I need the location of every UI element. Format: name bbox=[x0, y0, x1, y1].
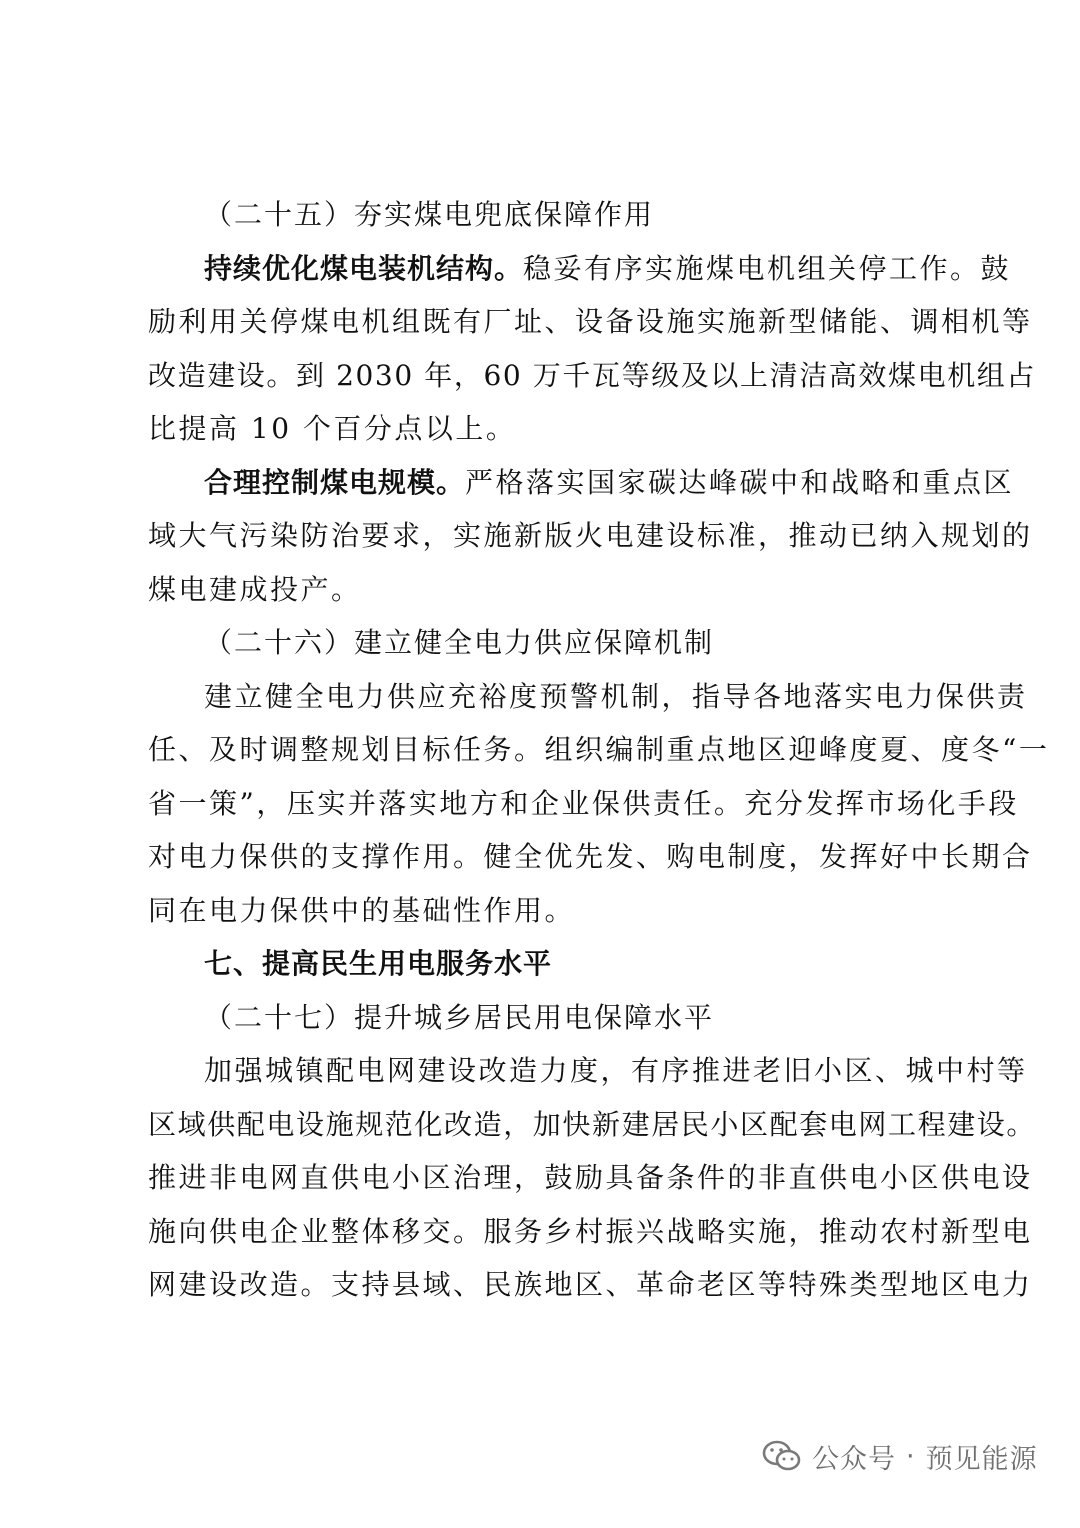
section-27-para-1-line-5: 网建设改造。支持县域、民族地区、革命老区等特殊类型地区电力 bbox=[148, 1268, 1033, 1301]
para-lead-control-scale: 合理控制煤电规模。 bbox=[204, 465, 466, 499]
section-26-para-1-line-5: 同在电力保供中的基础性作用。 bbox=[148, 893, 576, 927]
watermark-account: 预见能源 bbox=[925, 1443, 1038, 1475]
wechat-watermark bbox=[762, 1434, 1038, 1478]
section-27-para-1-line-3: 推进非电网直供电小区治理，鼓励具备条件的非直供电小区供电设 bbox=[148, 1161, 1033, 1194]
para-text: 稳妥有序实施煤电机组关停工作。鼓 bbox=[523, 251, 1012, 285]
para-text: 严格落实国家碳达峰碳中和战略和重点区 bbox=[465, 465, 1015, 499]
section-27-para-1-line-1: 加强城镇配电网建设改造力度，有序推进老旧小区、城中村等 bbox=[204, 1054, 1028, 1087]
section-26-para-1-line-3: 省一策”，压实并落实地方和企业保供责任。充分发挥市场化手段 bbox=[148, 786, 1019, 820]
section-25-para-2-line-2: 域大气污染防治要求，实施新版火电建设标准，推动已纳入规划的 bbox=[148, 519, 1033, 552]
section-25-heading: （二十五）夯实煤电兜底保障作用 bbox=[204, 198, 655, 231]
section-27-para-1-line-2: 区域供配电设施规范化改造，加快新建居民小区配套电网工程建设。 bbox=[148, 1107, 1037, 1141]
section-25-para-1-line-2: 励利用关停煤电机组既有厂址、设备设施实施新型储能、调相机等 bbox=[148, 305, 1033, 338]
para-lead-optimize-structure: 持续优化煤电装机结构。 bbox=[204, 251, 524, 285]
wechat-icon bbox=[762, 1439, 802, 1473]
chapter-7-heading: 七、提高民生用电服务水平 bbox=[204, 947, 553, 980]
section-27-para-1-line-4: 施向供电企业整体移交。服务乡村振兴战略实施，推动农村新型电 bbox=[148, 1214, 1033, 1248]
section-26-para-1-line-2: 任、及时调整规划目标任务。组织编制重点地区迎峰度夏、度冬“一 bbox=[148, 733, 1050, 766]
watermark-platform: 公众号 bbox=[812, 1443, 896, 1475]
section-25-para-1-line-1 bbox=[148, 242, 1012, 296]
section-27-heading: （二十七）提升城乡居民用电保障水平 bbox=[204, 1000, 715, 1034]
section-26-para-1-line-1: 建立健全电力供应充裕度预警机制，指导各地落实电力保供责 bbox=[204, 679, 1028, 713]
document-body bbox=[148, 188, 1050, 1312]
section-25-para-1-line-4: 比提高 10 个百分点以上。 bbox=[148, 412, 517, 445]
watermark-separator: · bbox=[906, 1440, 916, 1472]
section-26-heading: （二十六）建立健全电力供应保障机制 bbox=[204, 626, 715, 659]
section-25-para-1-line-3: 改造建设。到 2030 年，60 万千瓦等级及以上清洁高效煤电机组占 bbox=[148, 358, 1036, 392]
section-26-para-1-line-4: 对电力保供的支撑作用。健全优先发、购电制度，发挥好中长期合 bbox=[148, 840, 1033, 873]
section-25-para-2-line-1 bbox=[148, 456, 1015, 510]
section-25-para-2-line-3: 煤电建成投产。 bbox=[148, 572, 362, 606]
